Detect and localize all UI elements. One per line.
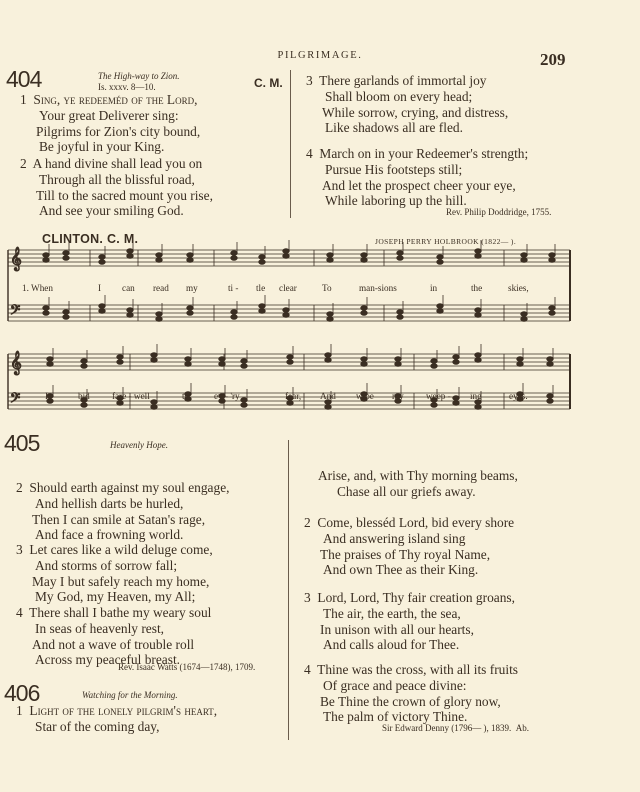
note-head [475, 308, 481, 313]
note-head [361, 306, 367, 311]
note-head [283, 249, 289, 254]
note-head [325, 353, 331, 358]
hymn-404-stanza-4: 4 March on in your Redeemer's strength; Pursue His footsteps still; And let the prospect cheer your eye, While laboring up the hill. [306, 146, 529, 209]
note-head [327, 317, 333, 322]
note-head [156, 258, 162, 263]
lyric-syllable: my [186, 283, 198, 293]
lyric-syllable: the [471, 283, 483, 293]
note-head [187, 311, 193, 316]
note-head [283, 254, 289, 259]
note-head [397, 310, 403, 315]
lyric-syllable: And [320, 391, 336, 401]
lyric-syllable: in [430, 283, 438, 293]
note-head [327, 258, 333, 263]
note-head [475, 254, 481, 259]
lyric-syllable: can [122, 283, 135, 293]
note-head [241, 364, 247, 369]
hymn-405-stanza-2: 2 Should earth against my soul engage, And hellish darts be hurled, Then I can smile at Satan's rage, And face a frowning world. [16, 480, 230, 543]
hymn-404-stanza-2: 2 A hand divine shall lead you on Through all the blissful road, Till to the sacred mount you rise, And see your smiling God. [20, 156, 213, 219]
lyric-syllable: I [45, 391, 49, 401]
column-divider [290, 70, 291, 218]
hymn-number-406: 406 [4, 680, 40, 706]
note-head [475, 358, 481, 363]
note-head [361, 258, 367, 263]
note-head [99, 304, 105, 309]
column-divider-lower [288, 440, 289, 740]
note-head [43, 258, 49, 263]
note-head [259, 260, 265, 265]
tune-composer: JOSEPH PERRY HOLBROOK (1822— ). [375, 237, 517, 246]
lyric-syllable: ing [470, 391, 482, 401]
note-head [156, 312, 162, 317]
note-head [99, 255, 105, 260]
note-head [287, 355, 293, 360]
hymn-405-tune-title: Heavenly Hope. [110, 440, 168, 450]
note-head [361, 362, 367, 367]
lyric-syllable: fare - well [112, 391, 150, 401]
note-head [127, 249, 133, 254]
note-head [521, 258, 527, 263]
note-head [475, 313, 481, 318]
note-head [437, 304, 443, 309]
hymn-404-tune-title: The High-way to Zion. [98, 71, 180, 81]
note-head [241, 359, 247, 364]
note-head [547, 357, 553, 362]
note-head [431, 359, 437, 364]
note-head [453, 355, 459, 360]
note-head [117, 360, 123, 365]
hymn-406-stanza-3: 3 Lord, Lord, Thy fair creation groans, The air, the earth, the sea, In unison with all our hearts, And calls aloud for Thee. [304, 590, 515, 653]
note-head [283, 313, 289, 318]
note-head [475, 353, 481, 358]
note-head [549, 253, 555, 258]
page-number: 209 [540, 50, 566, 69]
note-head [259, 304, 265, 309]
note-head [397, 315, 403, 320]
lyric-syllable: weep - [426, 391, 451, 401]
bass-clef: 𝄢 [10, 302, 21, 321]
note-head [127, 313, 133, 318]
note-head [397, 251, 403, 256]
hymn-406-stanza-1-part-2: Arise, and, with Thy morning beams, Chase all our griefs away. [318, 468, 518, 499]
lyric-syllable: wipe [356, 391, 374, 401]
lyric-syllable: man-sions [359, 283, 397, 293]
note-head [437, 309, 443, 314]
lyric-syllable: my [392, 391, 404, 401]
running-header: PILGRIMAGE. [277, 50, 363, 61]
music-score [4, 228, 576, 440]
lyric-syllable: read [153, 283, 169, 293]
hymn-406-attribution: Sir Edward Denny (1796— ), 1839. Ab. [382, 723, 529, 733]
note-head [43, 253, 49, 258]
note-head [187, 253, 193, 258]
note-head [43, 306, 49, 311]
hymn-406-stanza-1-part-1: 1 Light of the lonely pilgrim's heart, Star of the coming day, [16, 703, 218, 734]
note-head [521, 312, 527, 317]
note-head [521, 253, 527, 258]
note-head [151, 358, 157, 363]
hymn-number-405: 405 [4, 430, 40, 456]
hymn-405-attribution: Rev. Isaac Watts (1674—1748), 1709. [118, 662, 256, 672]
note-head [127, 254, 133, 259]
lyric-syllable: 1. When [22, 283, 53, 293]
note-head [63, 256, 69, 261]
lyric-syllable: clear [279, 283, 297, 293]
hymn-406-stanza-2: 2 Come, blesséd Lord, bid every shore And answering island sing The praises of Thy royal Name, And own Thee as their King. [304, 515, 515, 578]
note-head [453, 360, 459, 365]
note-head [43, 311, 49, 316]
note-head [81, 364, 87, 369]
note-head [156, 253, 162, 258]
note-head [47, 362, 53, 367]
lyrics-system-1 [0, 283, 640, 297]
hymn-404-meter: C. M. [254, 76, 283, 90]
lyric-syllable: I [98, 283, 102, 293]
note-head [187, 306, 193, 311]
note-head [325, 405, 331, 410]
note-head [549, 306, 555, 311]
lyric-syllable: bid [78, 391, 90, 401]
note-head [395, 357, 401, 362]
note-head [63, 310, 69, 315]
note-head [99, 309, 105, 314]
lyric-syllable: To [322, 283, 332, 293]
note-head [231, 256, 237, 261]
note-head [63, 315, 69, 320]
note-head [231, 310, 237, 315]
treble-clef: 𝄞 [10, 350, 22, 374]
bass-clef: 𝄢 [10, 390, 21, 409]
note-head [99, 260, 105, 265]
note-head [231, 251, 237, 256]
note-head [117, 355, 123, 360]
lyric-syllable: fear, [285, 391, 302, 401]
hymn-405-stanza-3: 3 Let cares like a wild deluge come, And storms of sorrow fall; May I but safely reach my home, My God, my Heaven, my All; [16, 542, 213, 605]
lyric-syllable: to [182, 391, 190, 401]
hymn-number-404: 404 [6, 66, 42, 92]
note-head [287, 360, 293, 365]
note-head [325, 358, 331, 363]
lyrics-system-2 [0, 391, 640, 405]
note-head [151, 353, 157, 358]
note-head [63, 251, 69, 256]
note-head [283, 308, 289, 313]
note-head [81, 359, 87, 364]
tune-name: CLINTON. C. M. [42, 232, 139, 246]
note-head [185, 357, 191, 362]
note-head [395, 362, 401, 367]
note-head [361, 311, 367, 316]
hymn-405-stanza-4: 4 There shall I bathe my weary soul In seas of heavenly rest, And not a wave of trouble roll Across my peaceful breast. [16, 605, 212, 668]
note-head [231, 315, 237, 320]
note-head [219, 357, 225, 362]
hymn-404-stanza-3: 3 There garlands of immortal joy Shall bloom on every head; While sorrow, crying, and distress, Like shadows all are fled. [306, 73, 509, 136]
note-head [437, 260, 443, 265]
hymn-404-stanza-1: 1 Sing, ye redeeméd of the Lord, Your great Deliverer sing: Pilgrims for Zion's city bound, Be joyful in your King. [20, 92, 201, 155]
note-head [156, 317, 162, 322]
note-head [219, 362, 225, 367]
note-head [47, 357, 53, 362]
note-head [151, 405, 157, 410]
note-head [361, 253, 367, 258]
hymn-404-attribution: Rev. Philip Doddridge, 1755. [446, 207, 552, 217]
note-head [361, 357, 367, 362]
note-head [187, 258, 193, 263]
lyric-syllable: eyes. [509, 391, 528, 401]
treble-clef: 𝄞 [10, 246, 22, 270]
lyric-syllable: ti - [228, 283, 239, 293]
note-head [521, 317, 527, 322]
hymn-406-tune-title: Watching for the Morning. [82, 690, 178, 700]
note-head [517, 362, 523, 367]
note-head [475, 405, 481, 410]
note-head [327, 253, 333, 258]
lyric-syllable: ev - 'ry [214, 391, 240, 401]
note-head [547, 362, 553, 367]
note-head [327, 312, 333, 317]
lyric-syllable: tle [256, 283, 266, 293]
hymn-404-scripture: Is. xxxv. 8—10. [98, 82, 156, 92]
note-head [397, 256, 403, 261]
note-head [431, 364, 437, 369]
note-head [259, 255, 265, 260]
note-head [549, 258, 555, 263]
note-head [517, 357, 523, 362]
note-head [259, 309, 265, 314]
lyric-syllable: skies, [508, 283, 529, 293]
note-head [437, 255, 443, 260]
hymn-406-stanza-4: 4 Thine was the cross, with all its fruits Of grace and peace divine: Be Thine the crown of glory now, The palm of victory Thine. [304, 662, 518, 725]
note-head [185, 362, 191, 367]
note-head [127, 308, 133, 313]
note-head [549, 311, 555, 316]
note-head [475, 249, 481, 254]
